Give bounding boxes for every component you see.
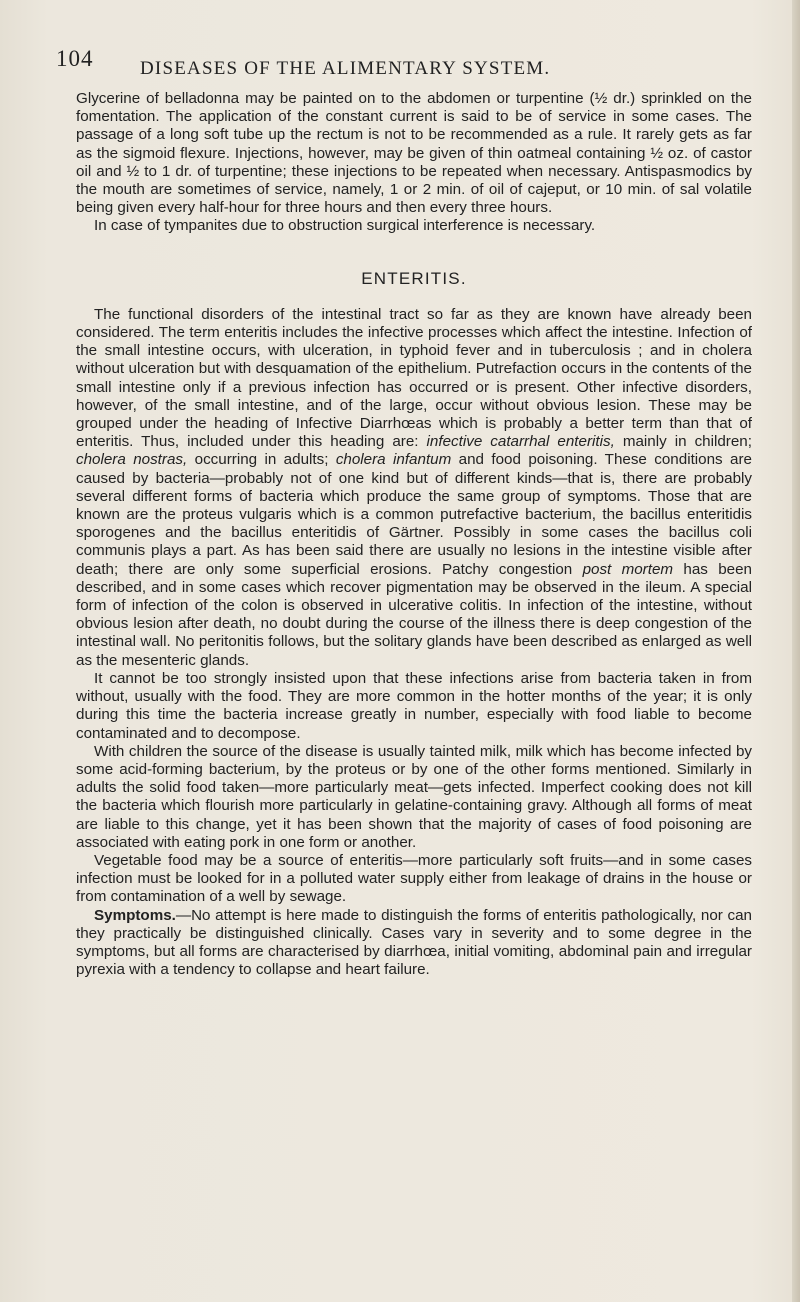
paragraph-enteritis-intro: The functional disorders of the intestinal tract so far as they are known have already been considered. The term enteritis includes the infective processes which affect the intestine. Infection of the small intestine occurs, with ulceration, in typhoid fever and in tuberculosis ; and in cholera without ulceration but with desquamation of the epithelium. Putrefaction occurs in the contents of the small intestine only if a previous infection has occurred or is present. Other infective disorders, however, of the small intestine, and of the large, occur without obvious lesion. These may be grouped under the heading of Infective Diarrhœas which is probably a better term than that of enteritis. Thus, included under this heading are: infective catarrhal enteritis, mainly in children; cholera nostras, occurring in adults; cholera infantum and food poisoning. These conditions are caused by bacteria—probably not of one kind but of different kinds—that is, there are probably several different forms of bacteria which produce the same group of symptoms. Those that are known are the proteus vulgaris which is a common putrefactive bacterium, the bacillus enteritidis sporogenes and the bacillus enteritidis of Gärtner. Possibly in some cases the bacillus coli communis plays a part. As has been said there are usually no lesions in the intestine visible after death; there are only some superficial erosions. Patchy congestion post mortem has been described, and in some cases which recover pigmentation may be observed in the ileum. A special form of infection of the colon is observed in ulcerative colitis. In infection of the intestine, without obvious lesion after death, no doubt during the course of the illness there is deep congestion of the intestinal wall. No peritonitis follows, but the solitary glands have been described as enlarged as well as the mesenteric glands. [76, 305, 752, 669]
page-edge [792, 0, 800, 1302]
paragraph-tympanites: In case of tympanites due to obstruction surgical interference is necessary. [94, 217, 596, 235]
running-head: DISEASES OF THE ALIMENTARY SYSTEM. [140, 58, 551, 79]
paragraph-symptoms: Symptoms.—No attempt is here made to distinguish the forms of enteritis pathologically, nor can they practically be distinguished clinically. Cases vary in severity and to some degree in the symptoms, but all forms are characterised by diarrhœa, initial vomiting, abdominal pain and irregular pyrexia with a tendency to collapse and heart failure. [76, 906, 752, 979]
page-body [76, 90, 752, 979]
page-number: 104 [56, 46, 94, 71]
page-header [54, 46, 754, 80]
section-heading: ENTERITIS. [361, 268, 467, 288]
paragraph-bacteria: It cannot be too strongly insisted upon that these infections arise from bacteria taken in from without, usually with the food. They are more common in the hotter months of the year; it is only during this time the bacteria increase greatly in number, especially with food liable to become contaminated and to decompose. [76, 669, 752, 742]
paragraph-vegetable-food: Vegetable food may be a source of enteritis—more particularly soft fruits—and in some cases infection must be looked for in a polluted water supply either from leakage of drains in the house or from contamination of a well by sewage. [76, 851, 752, 906]
paragraph-continued: Glycerine of belladonna may be painted on to the abdomen or turpentine (½ dr.) sprinkled on the fomentation. The application of the constant current is said to be of service in some cases. The passage of a long soft tube up the rectum is not to be recommended as a rule. It rarely gets as far as the sigmoid flexure. Injections, however, may be given of thin oatmeal containing ½ oz. of castor oil and ½ to 1 dr. of turpentine; these injections to be repeated when necessary. Antispasmodics by the mouth are sometimes of service, namely, 1 or 2 min. of oil of cajeput, or 10 min. of sal volatile being given every half-hour for three hours and then every three hours. [76, 90, 752, 217]
symptoms-label: Symptoms. [94, 906, 176, 924]
paragraph-children: With children the source of the disease is usually tainted milk, milk which has become infected by some acid-forming bacterium, by the proteus or by one of the other forms mentioned. Similarly in adults the solid food taken—more particularly meat—gets infected. Imperfect cooking does not kill the bacteria which flourish more particularly in gelatine-containing gravy. Although all forms of meat are liable to this change, yet it has been shown that the majority of cases of food poisoning are associated with eating pork in one form or another. [76, 742, 752, 851]
